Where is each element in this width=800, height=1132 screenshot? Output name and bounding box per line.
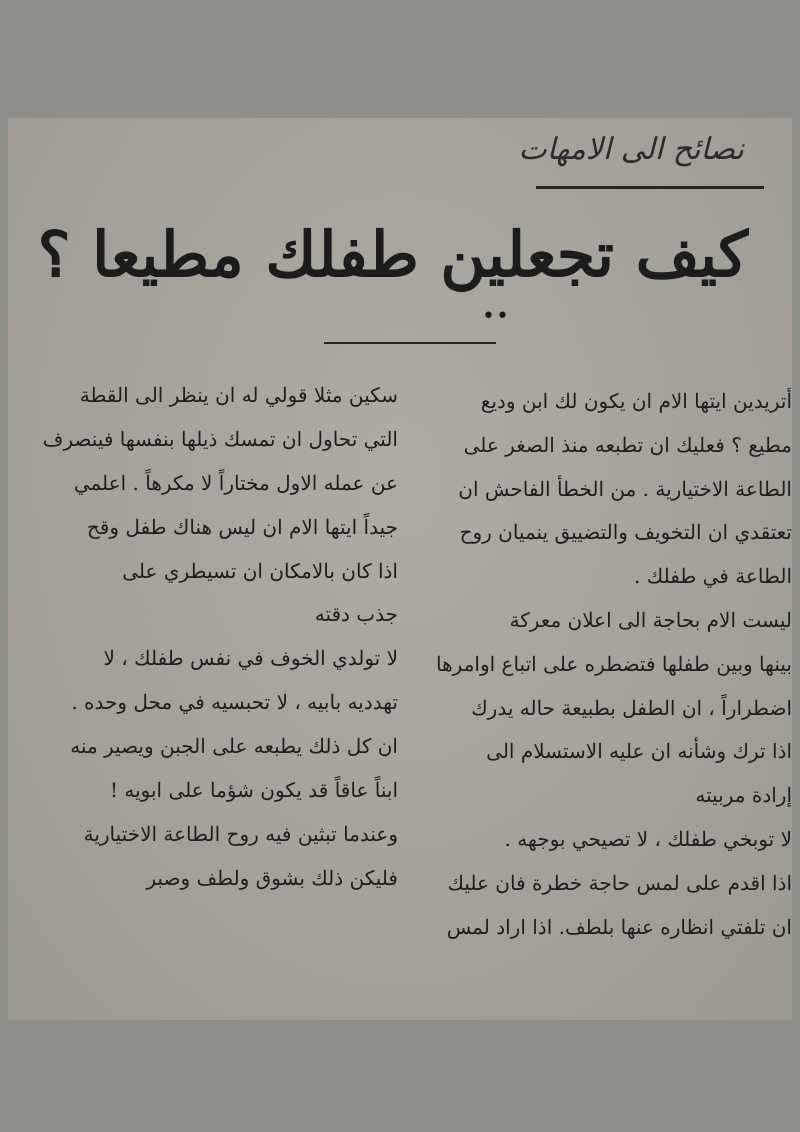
- right-column-line: اذا اقدم على لمس حاجة خطرة فان عليك: [447, 870, 792, 895]
- left-column-line: اذا كان بالامكان ان تسيطري على: [122, 558, 398, 583]
- right-column-line: اضطراراً ، ان الطفل بطبيعة حاله يدرك: [471, 695, 792, 720]
- right-column-line: مطيع ؟ فعليك ان تطبعه منذ الصغر على: [463, 432, 792, 457]
- left-column-line: جيداً ايتها الام ان ليس هناك طفل وقح: [86, 514, 398, 539]
- left-column-line: وعندما تبثين فيه روح الطاعة الاختيارية: [83, 821, 398, 846]
- right-column-line: ان تلفتي انظاره عنها بلطف. اذا اراد لمس: [446, 914, 792, 939]
- left-column-line: ابناً عاقاً قد يكون شؤما على ابويه !: [109, 778, 398, 803]
- left-column-line: ان كل ذلك يطبعه على الجبن ويصير منه: [70, 734, 398, 759]
- headline-ornament: ••: [482, 304, 510, 329]
- right-column-line: تعتقدي ان التخويف والتضييق ينميان روح: [459, 520, 792, 545]
- left-text-column: [12, 374, 398, 901]
- left-column-line: سكين مثلا قولي له ان ينظر الى القطة: [79, 383, 398, 407]
- right-column-line: إرادة مربيته: [695, 783, 792, 808]
- right-column-line: الطاعة الاختيارية . من الخطأ الفاحش ان: [458, 476, 792, 501]
- left-column-line: لا تولدي الخوف في نفس طفلك ، لا: [103, 646, 398, 671]
- right-column-line: ليست الام بحاجة الى اعلان معركة: [509, 607, 792, 632]
- right-column-line: لا توبخي طفلك ، لا تصيحي بوجهه .: [504, 826, 792, 851]
- right-column-line: أتريدين ايتها الام ان يكون لك ابن وديع: [480, 389, 792, 413]
- left-column-line: تهدديه بابيه ، لا تحبسيه في محل وحده .: [71, 690, 398, 715]
- right-text-column: [420, 380, 792, 949]
- left-column-line: التي تحاول ان تمسك ذيلها بنفسها فينصرف: [42, 426, 398, 451]
- left-column-line: عن عمله الاول مختاراً لا مكرهاً . اعلمي: [73, 470, 398, 495]
- right-column-line: الطاعة في طفلك .: [634, 564, 792, 589]
- right-column-line: بينها وبين طفلها فتضطره على اتباع اوامرها: [436, 651, 792, 676]
- left-column-line: فليكن ذلك بشوق ولطف وصبر: [146, 865, 398, 890]
- right-column-line: اذا ترك وشأنه ان عليه الاستسلام الى: [486, 739, 792, 764]
- headline-divider: [324, 342, 496, 344]
- section-kicker: نصائح الى الامهات: [518, 132, 744, 167]
- magazine-page: [8, 118, 792, 1020]
- left-column-line: جذب دقته: [314, 602, 398, 627]
- article-headline: كيف تجعلين طفلك مطيعا ؟: [37, 218, 748, 291]
- kicker-underline: [536, 186, 764, 189]
